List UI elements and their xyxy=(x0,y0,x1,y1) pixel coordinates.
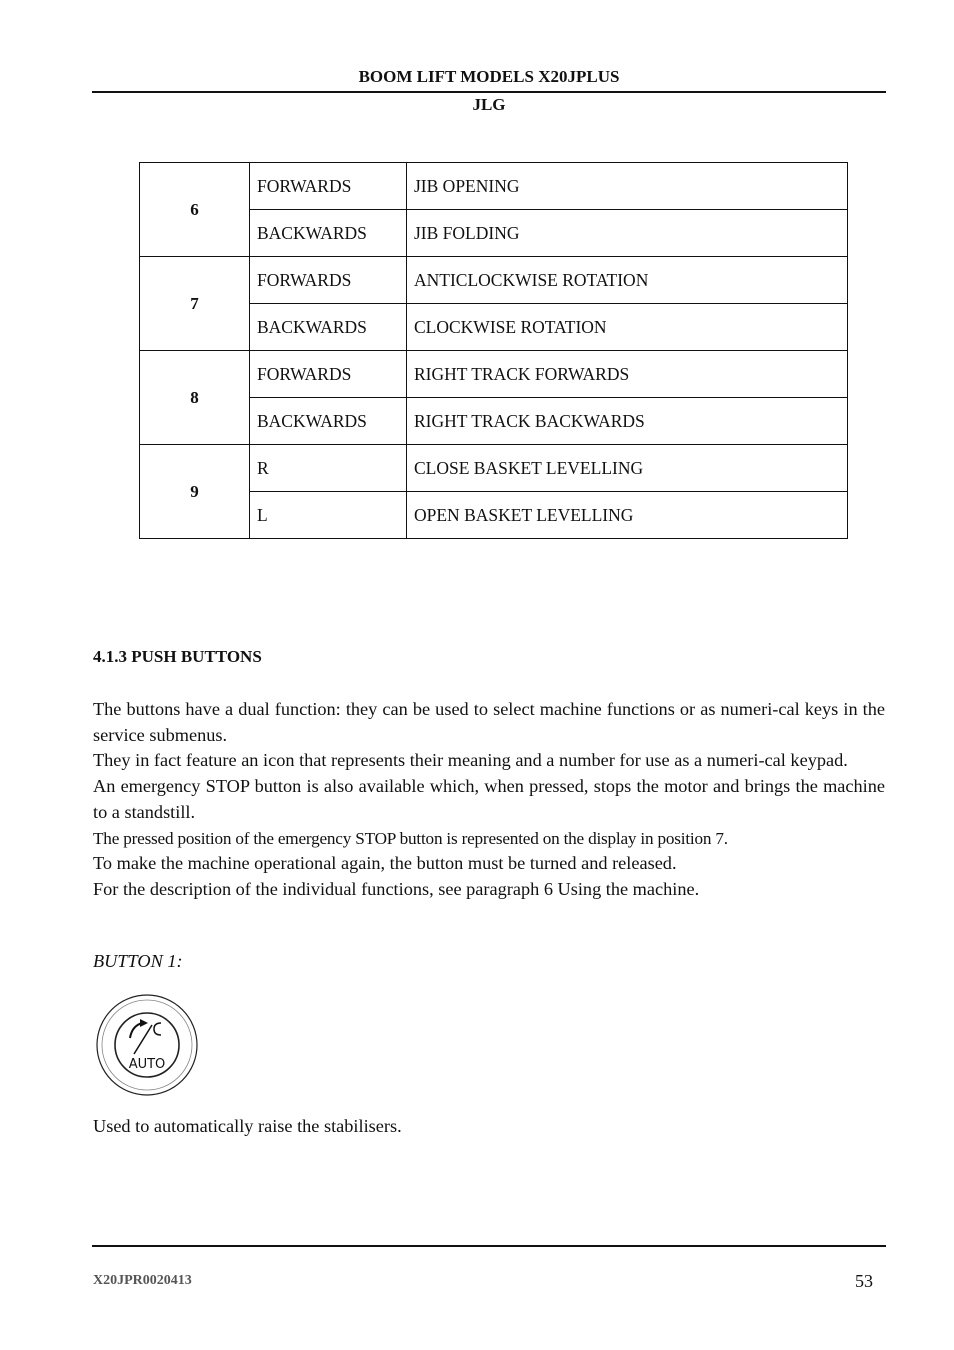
function-cell: CLOSE BASKET LEVELLING xyxy=(407,445,848,492)
control-number: 8 xyxy=(140,351,250,445)
button-description: Used to automatically raise the stabilisers. xyxy=(93,1116,402,1136)
control-number: 7 xyxy=(140,257,250,351)
direction-cell: FORWARDS xyxy=(250,351,407,398)
header-divider xyxy=(92,91,886,93)
button-label: BUTTON 1: xyxy=(93,951,183,971)
auto-stabiliser-icon xyxy=(94,993,202,1097)
paragraph: An emergency STOP button is also available which, when pressed, stops the motor and brings the machine to a standstill. xyxy=(93,776,885,822)
function-cell: ANTICLOCKWISE ROTATION xyxy=(407,257,848,304)
direction-cell: BACKWARDS xyxy=(250,304,407,351)
direction-cell: BACKWARDS xyxy=(250,210,407,257)
footer-divider xyxy=(92,1245,886,1247)
document-code: X20JPR0020413 xyxy=(93,1273,192,1288)
section-body xyxy=(93,697,885,903)
table-row xyxy=(140,351,848,398)
document-title: BOOM LIFT MODELS X20JPLUS xyxy=(358,67,620,86)
table-row xyxy=(140,163,848,210)
brand-name: JLG xyxy=(472,95,506,114)
direction-cell: FORWARDS xyxy=(250,257,407,304)
direction-cell: L xyxy=(250,492,407,539)
paragraph: To make the machine operational again, the button must be turned and released. xyxy=(93,853,677,874)
paragraph: The buttons have a dual function: they can be used to select machine functions or as numeri-cal keys in the service submenus. xyxy=(93,699,885,745)
control-number: 9 xyxy=(140,445,250,539)
page-number: 53 xyxy=(855,1271,873,1291)
function-cell: JIB FOLDING xyxy=(407,210,848,257)
function-cell: RIGHT TRACK BACKWARDS xyxy=(407,398,848,445)
paragraph: For the description of the individual functions, see paragraph 6 Using the machine. xyxy=(93,878,700,899)
function-cell: RIGHT TRACK FORWARDS xyxy=(407,351,848,398)
direction-cell: R xyxy=(250,445,407,492)
paragraph: They in fact feature an icon that represents their meaning and a number for use as a numeri-cal keypad. xyxy=(93,750,848,771)
direction-cell: BACKWARDS xyxy=(250,398,407,445)
function-cell: JIB OPENING xyxy=(407,163,848,210)
function-cell: OPEN BASKET LEVELLING xyxy=(407,492,848,539)
paragraph: The pressed position of the emergency STOP button is represented on the display in position 7. xyxy=(93,828,728,848)
table-row xyxy=(140,257,848,304)
function-cell: CLOCKWISE ROTATION xyxy=(407,304,848,351)
control-number: 6 xyxy=(140,163,250,257)
control-function-table xyxy=(139,162,848,539)
table-row xyxy=(140,445,848,492)
icon-text: AUTO xyxy=(128,1057,166,1072)
section-heading: 4.1.3 PUSH BUTTONS xyxy=(93,647,262,666)
direction-cell: FORWARDS xyxy=(250,163,407,210)
